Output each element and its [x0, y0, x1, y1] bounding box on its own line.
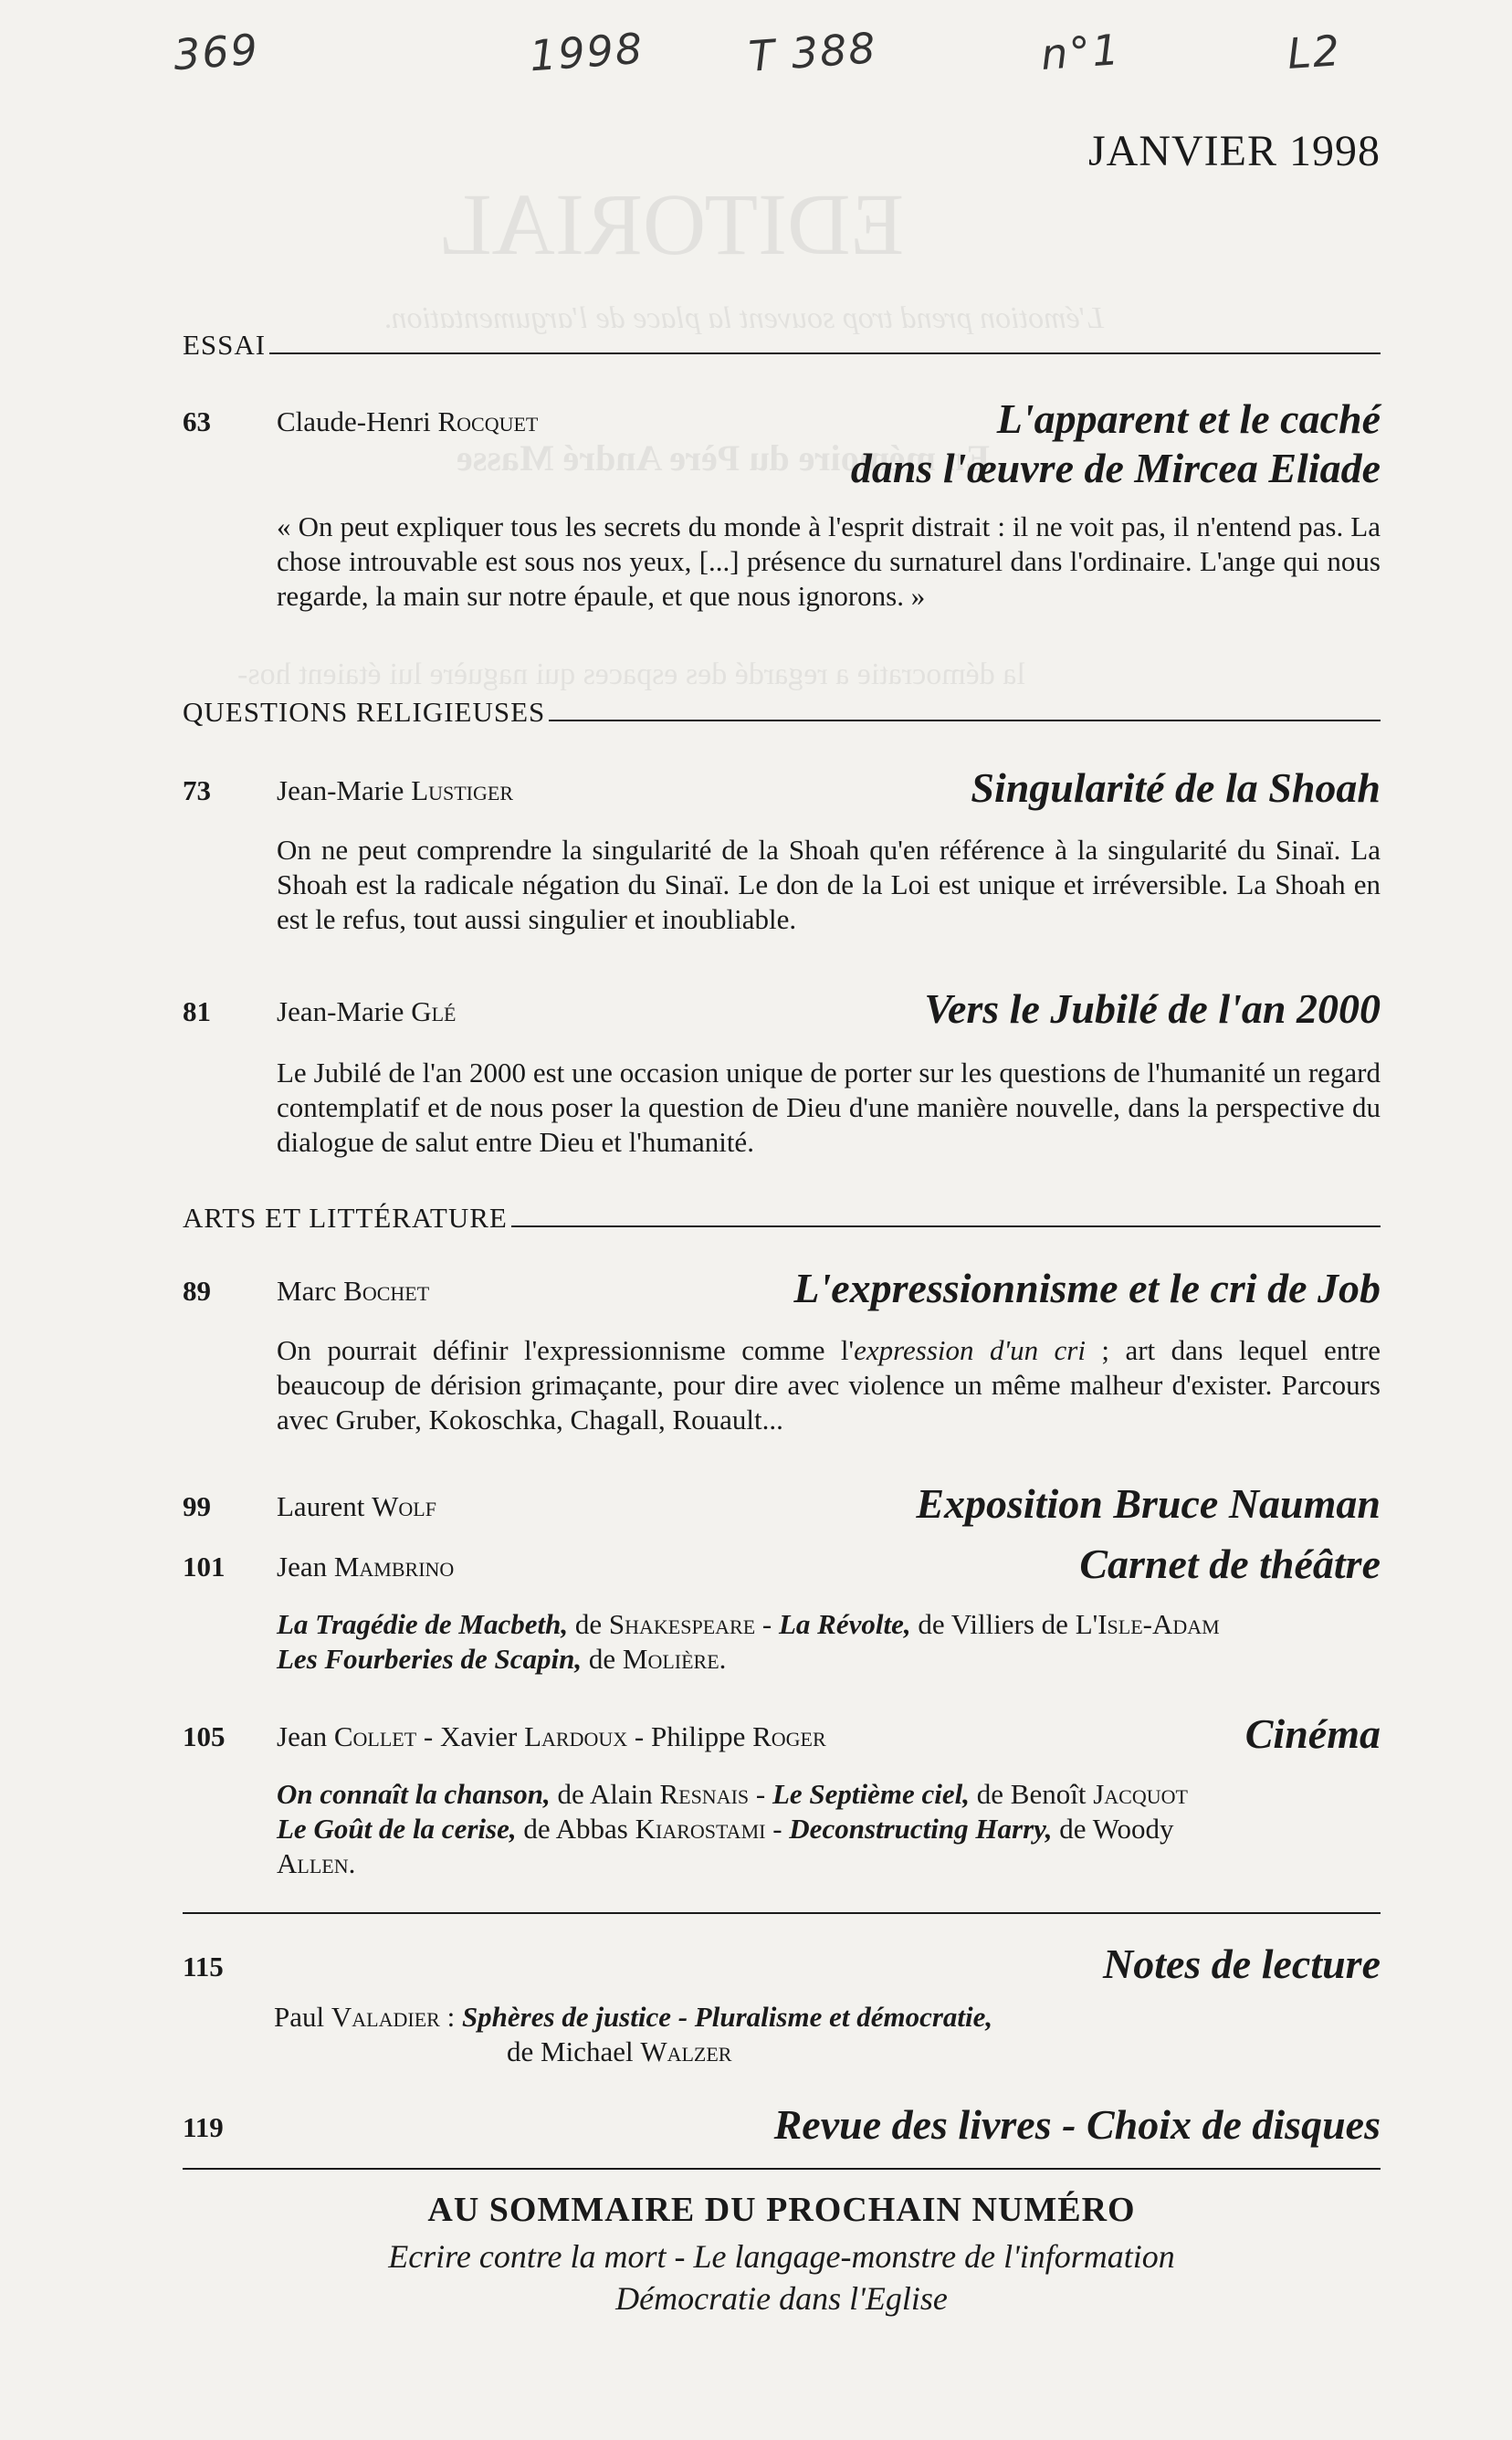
section-rule — [269, 352, 1381, 354]
bleed-line-1: L'émotion prend trop souvent la place de l'argumentation. — [383, 301, 1104, 335]
handwritten-note-5: L2 — [1286, 26, 1343, 79]
article-title: Carnet de théâtre — [1079, 1541, 1381, 1587]
issue-date: JANVIER 1998 — [1088, 127, 1381, 175]
article-author: Jean-Marie Lustiger — [277, 774, 514, 806]
bleed-line-3: la démocratie a regardé des espaces qui naguère lui étaient hos- — [237, 657, 1025, 691]
article-title: Notes de lecture — [1102, 1940, 1381, 1987]
divider — [183, 1912, 1381, 1914]
article-title: Exposition Bruce Nauman — [916, 1480, 1381, 1527]
next-issue-heading: AU SOMMAIRE DU PROCHAIN NUMÉRO — [427, 2191, 1136, 2229]
article-title: Vers le Jubilé de l'an 2000 — [924, 985, 1381, 1032]
article-title: Revue des livres - Choix de disques — [773, 2101, 1381, 2148]
article-title: L'apparent et le caché — [996, 395, 1381, 442]
section-rule — [549, 720, 1381, 721]
article-author: Laurent Wolf — [277, 1490, 436, 1522]
article-summary: On pourrait définir l'expressionnisme comme l'expression d'un cri ; art dans lequel entre beaucoup de dérision grimaçante, pour dire avec violence un même malheur d'exister. Parcours avec Gruber, Kokoschka, Chagall, Rouault... — [277, 1334, 1381, 1436]
section-label: ESSAI — [183, 329, 267, 361]
article-title: Singularité de la Shoah — [971, 764, 1381, 811]
notes-review: Paul Valadier : Sphères de justice - Pluralisme et démocratie, de Michael Walzer — [274, 2001, 993, 2067]
next-issue-line: Démocratie dans l'Eglise — [615, 2280, 948, 2317]
handwritten-note-2: 1998 — [528, 23, 646, 81]
section-label: ARTS ET LITTÉRATURE — [183, 1202, 508, 1234]
section-rule — [511, 1225, 1381, 1227]
article-author: Jean Collet - Xavier Lardoux - Philippe Roger — [277, 1720, 826, 1752]
handwritten-note-4: n°1 — [1039, 25, 1123, 79]
article-author: Jean Mambrino — [277, 1551, 455, 1583]
section-header-religion — [183, 696, 1381, 729]
cinema-films: On connaît la chanson, de Alain Resnais - Le Septième ciel, de Benoît Jacquot Le Goût de la cerise, de Abbas Kiarostami - Deconstructing Harry, de Woody Allen. — [277, 1778, 1188, 1879]
article-title: Cinéma — [1244, 1710, 1381, 1757]
section-header-arts — [183, 1202, 1381, 1235]
article-page-number: 101 — [183, 1551, 226, 1583]
article-summary: Le Jubilé de l'an 2000 est une occasion unique de porter sur les questions de l'humanité un regard contemplatif et de nous poser la question de Dieu d'une manière nouvelle, dans la perspective du dialogue de salut entre Dieu et l'humanité. — [277, 1057, 1381, 1158]
article-page-number: 81 — [183, 995, 211, 1027]
bleed-line-2: En mémoire du Père André Masse — [457, 437, 991, 479]
handwritten-note-3: T 388 — [747, 23, 879, 81]
article-summary: « On peut expliquer tous les secrets du monde à l'esprit distrait : il ne voit pas, il n'entend pas. La chose introuvable est sous nos yeux, [...] présence du surnaturel dans l'ordinaire. L'ange qui nous regarde, la main sur notre épaule, et que nous ignorons. » — [277, 510, 1381, 612]
article-page-number: 105 — [183, 1720, 226, 1752]
article-page-number: 89 — [183, 1275, 211, 1307]
bleed-headline: EDITORIAL — [438, 175, 905, 273]
section-label: QUESTIONS RELIGIEUSES — [183, 696, 546, 728]
article-title: L'expressionnisme et le cri de Job — [793, 1265, 1381, 1311]
article-page-number: 73 — [183, 774, 211, 806]
next-issue-line: Ecrire contre la mort - Le langage-monstre de l'information — [388, 2238, 1175, 2275]
article-author: Jean-Marie Glé — [277, 995, 457, 1027]
article-author: Marc Bochet — [277, 1275, 430, 1307]
handwritten-note-1: 369 — [172, 24, 261, 80]
article-author: Claude-Henri Rocquet — [277, 405, 539, 437]
article-page-number: 115 — [183, 1951, 224, 1982]
article-page-number: 63 — [183, 405, 211, 437]
theatre-works: La Tragédie de Macbeth, de Shakespeare - La Révolte, de Villiers de L'Isle-Adam Les Fourberies de Scapin, de Molière. — [277, 1608, 1220, 1675]
article-page-number: 119 — [183, 2111, 224, 2143]
divider — [183, 2168, 1381, 2170]
article-summary: On ne peut comprendre la singularité de la Shoah qu'en référence à la singularité du Sinaï. La Shoah est la radicale négation du Sinaï. Le don de la Loi est unique et irréversible. La Shoah en est le refus, tout aussi singulier et inoubliable. — [277, 834, 1381, 935]
article-title-continued: dans l'œuvre de Mircea Eliade — [850, 445, 1381, 491]
article-page-number: 99 — [183, 1490, 211, 1522]
section-header-essai — [183, 329, 1381, 362]
